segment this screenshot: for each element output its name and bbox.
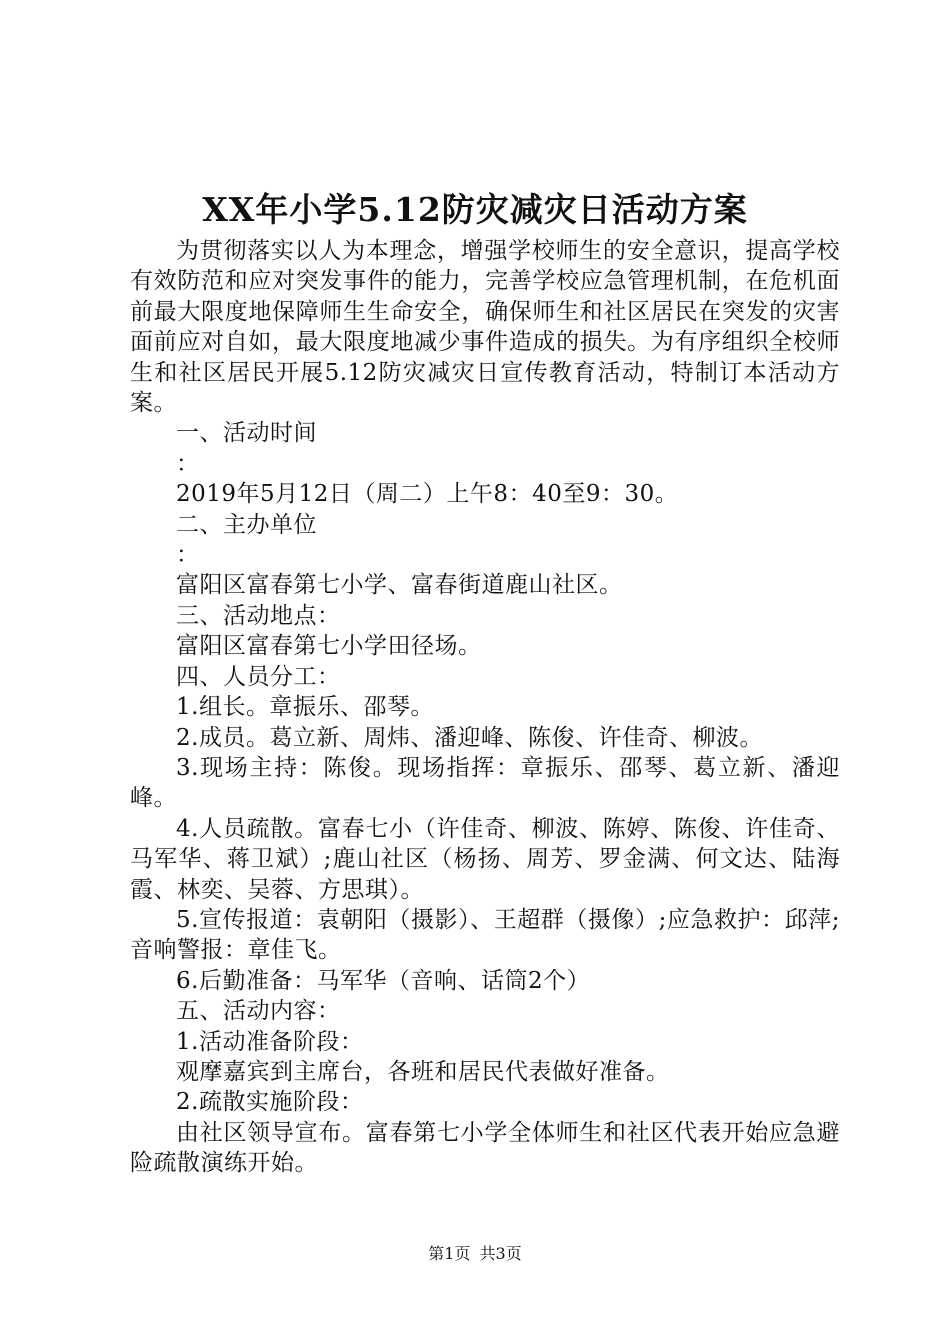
paragraph-activity-time: 2019年5月12日（周二）上午8：40至9：30。 [176, 481, 679, 508]
paragraph-stage-2: 2.疏散实施阶段： [176, 1089, 364, 1116]
paragraph-leaders: 1.组长。章振乐、邵琴。 [176, 694, 434, 721]
page-number: 第1页 [428, 1244, 471, 1263]
paragraph-organizers: 富阳区富春第七小学、富春街道鹿山社区。 [176, 572, 623, 599]
page-footer [0, 1242, 950, 1266]
document-title: XX年小学5.12防灾减灾日活动方案 [202, 190, 748, 229]
paragraph-host: 3.现场主持：陈俊。现场指挥：章振乐、邵琴、葛立新、潘迎峰。 [130, 754, 840, 812]
page-total: 共3页 [479, 1244, 522, 1263]
paragraph-section-5-heading: 五、活动内容： [176, 998, 341, 1025]
paragraph-publicity: 5.宣传报道：袁朝阳（摄影）、王超群（摄像）;应急救护：邱萍;音响警报：章佳飞。 [130, 906, 840, 964]
paragraph-colon-1: ： [176, 450, 200, 477]
document-body [130, 236, 840, 1179]
paragraph-members: 2.成员。葛立新、周炜、潘迎峰、陈俊、许佳奇、柳波。 [176, 724, 763, 751]
paragraph-intro: 为贯彻落实以人为本理念，增强学校师生的安全意识，提高学校有效防范和应对突发事件的能力，完善学校应急管理机制，在危机面前最大限度地保障师生生命安全，确保师生和社区居民在突发的灾害面前应对自如，最大限度地减少事件造成的损失。为有序组织全校师生和社区居民开展5.12防灾减灾日宣传教育活动，特制订本活动方案。 [130, 238, 840, 417]
paragraph-stage-1: 1.活动准备阶段： [176, 1028, 364, 1055]
paragraph-section-4-heading: 四、人员分工： [176, 663, 341, 690]
paragraph-section-3-heading: 三、活动地点： [176, 602, 341, 629]
paragraph-evacuation: 4.人员疏散。富春七小（许佳奇、柳波、陈婷、陈俊、许佳奇、马军华、蒋卫斌）;鹿山社区（杨扬、周芳、罗金满、何文达、陆海霞、林奕、吴蓉、方思琪）。 [130, 815, 840, 903]
paragraph-colon-2: ： [176, 542, 200, 569]
paragraph-section-2-heading: 二、主办单位 [176, 511, 317, 538]
paragraph-location: 富阳区富春第七小学田径场。 [176, 633, 482, 660]
paragraph-stage-1-detail: 观摩嘉宾到主席台，各班和居民代表做好准备。 [176, 1058, 670, 1085]
paragraph-stage-2-detail: 由社区领导宣布。富春第七小学全体师生和社区代表开始应急避险疏散演练开始。 [130, 1119, 840, 1177]
paragraph-section-1-heading: 一、活动时间 [176, 420, 317, 447]
paragraph-logistics: 6.后勤准备：马军华（音响、话筒2个） [176, 967, 591, 994]
